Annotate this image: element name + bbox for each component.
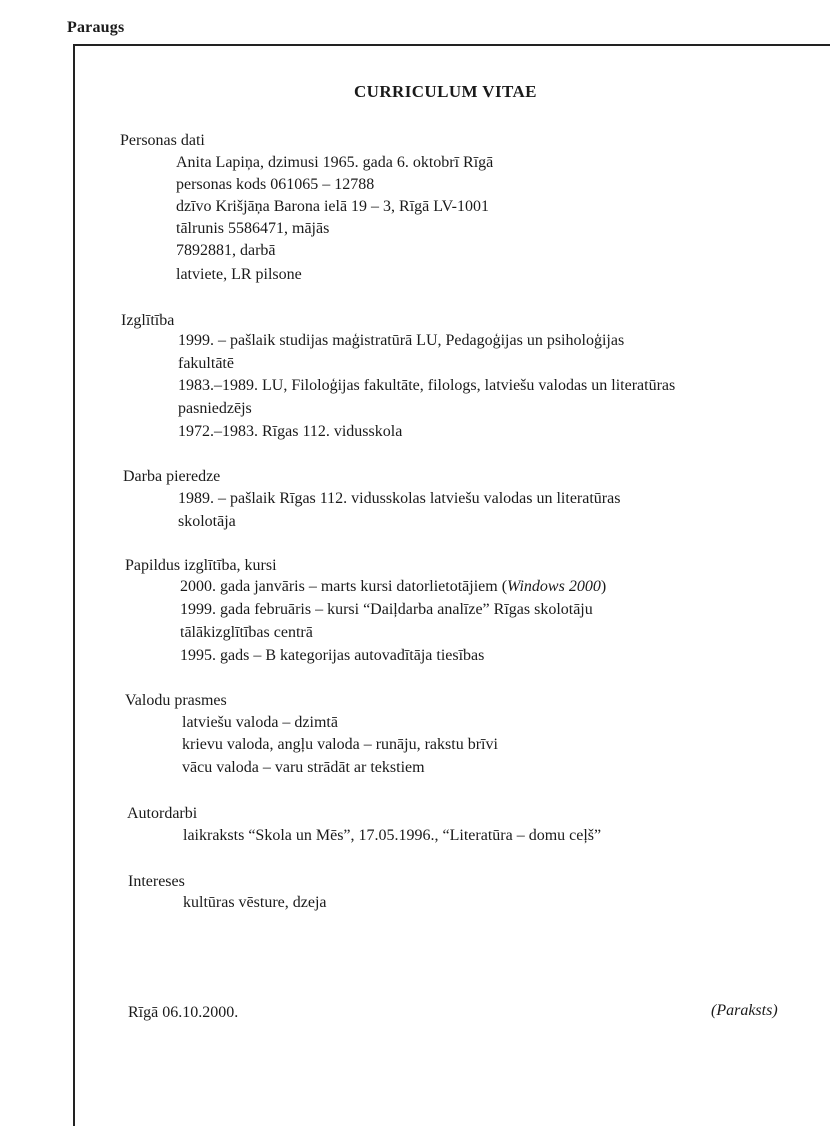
personal-line: personas kods 061065 – 12788	[176, 176, 375, 193]
section-heading-personal: Personas dati	[120, 132, 205, 149]
work-line: skolotāja	[178, 513, 236, 530]
courses-line-italic: Windows 2000	[507, 578, 601, 595]
work-line: 1989. – pašlaik Rīgas 112. vidusskolas latviešu valodas un literatūras	[178, 490, 621, 507]
education-line: fakultātē	[178, 355, 234, 372]
education-line: 1983.–1989. LU, Filoloģijas fakultāte, filologs, latviešu valodas un literatūras	[178, 377, 676, 394]
section-heading-interests: Intereses	[128, 873, 185, 890]
section-heading-languages: Valodu prasmes	[125, 692, 227, 709]
signature-placeholder: (Paraksts)	[711, 1002, 778, 1019]
personal-line: latviete, LR pilsone	[176, 266, 302, 283]
personal-line: Anita Lapiņa, dzimusi 1965. gada 6. oktobrī Rīgā	[176, 154, 494, 171]
courses-line-text: 2000. gada janvāris – marts kursi datorlietotājiem (	[180, 578, 508, 595]
personal-line: dzīvo Krišjāņa Barona ielā 19 – 3, Rīgā LV-1001	[176, 198, 489, 215]
section-heading-publications: Autordarbi	[127, 805, 198, 822]
languages-line: krievu valoda, angļu valoda – runāju, rakstu brīvi	[182, 736, 498, 753]
languages-line: latviešu valoda – dzimtā	[182, 714, 338, 731]
courses-line: 1995. gads – B kategorijas autovadītāja tiesības	[180, 647, 485, 664]
sample-label: Paraugs	[67, 19, 125, 36]
courses-line: 1999. gada februāris – kursi “Daiļdarba analīze” Rīgas skolotāju	[180, 601, 593, 618]
publications-line: laikraksts “Skola un Mēs”, 17.05.1996., “Literatūra – domu ceļš”	[183, 827, 602, 844]
courses-line: tālākizglītības centrā	[180, 624, 313, 641]
courses-line	[180, 578, 606, 596]
section-heading-courses: Papildus izglītība, kursi	[125, 557, 277, 574]
place-date: Rīgā 06.10.2000.	[128, 1004, 239, 1021]
courses-line-text: )	[600, 578, 607, 595]
page-title: CURRICULUM VITAE	[354, 82, 537, 101]
personal-line: tālrunis 5586471, mājās	[176, 220, 330, 237]
education-line: 1972.–1983. Rīgas 112. vidusskola	[178, 423, 403, 440]
personal-line: 7892881, darbā	[176, 242, 276, 259]
section-heading-work: Darba pieredze	[123, 468, 221, 485]
education-line: pasniedzējs	[178, 400, 252, 417]
section-heading-education: Izglītība	[121, 312, 175, 329]
interests-line: kultūras vēsture, dzeja	[183, 894, 327, 911]
languages-line: vācu valoda – varu strādāt ar tekstiem	[182, 759, 425, 776]
education-line: 1999. – pašlaik studijas maģistratūrā LU, Pedagoģijas un psiholoģijas	[178, 332, 625, 349]
